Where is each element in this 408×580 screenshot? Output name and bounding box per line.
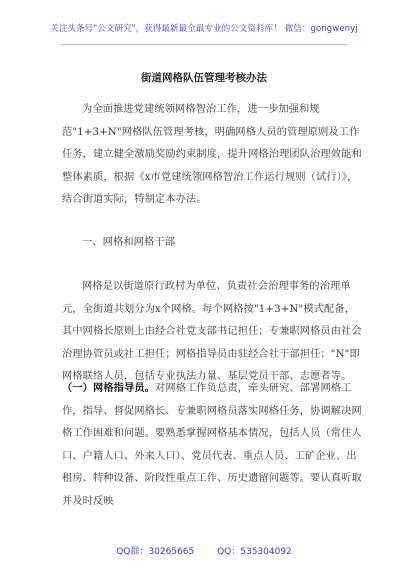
subsection-1-text: 对网格工作负总责，牵头研究、部署网格工作，指导、督促网格长、专兼职网格员落实网格任务，协调解决网格工作困难和问题。要熟悉掌握网格基本情况，包括人员（常住人口、户籍人口、外来人口）、党员代表、重点人员、工矿企业、出租房、特种设备、阶段性重点工作、历史遗留问题等。要认真听取并及时反映 bbox=[62, 383, 362, 507]
section-1-paragraph: 网格是以街道原行政村为单位、负责社会治理事务的治理单元，全街道共划分为x个网格。每个网格按"1+3+N"模式配备，其中网格长原则上由经合社党支部书记担任；专兼职网格员由社会治理协管员或社工担任；网格指导员由驻经合社干部担任；"N"即网格联络人员，包括专业执法力量、基层党员干部、志愿者等。 bbox=[62, 281, 362, 382]
header-banner: 关注头条号"公文研究"，获得最新最全最专业的公文资料库！ 微信：gongwenyj bbox=[50, 24, 358, 34]
subsection-1-lead: （一）网格指导员。 bbox=[62, 382, 156, 394]
footer-qq-group: QQ群：30265665 bbox=[116, 547, 195, 557]
subsection-1-paragraph bbox=[62, 377, 362, 513]
document-title: 街道网格队伍管理考核办法 bbox=[141, 72, 267, 84]
footer-qq: QQ：535304092 bbox=[217, 547, 292, 557]
section-heading-1: 一、网格和网格干部 bbox=[82, 237, 176, 248]
footer-contact bbox=[0, 544, 408, 557]
header-divider bbox=[60, 44, 348, 45]
intro-paragraph: 为全面推进党建统领网格智治工作，进一步加强和规范"1+3+N"网格队伍管理考核，明确网格人员的管理原则及工作任务，建立健全激励奖励约束制度，提升网格治理团队治理效能和整体素质，根据《x市党建统领网格智治工作运行规则（试行）》，结合街道实际，特制定本办法。 bbox=[62, 104, 362, 205]
